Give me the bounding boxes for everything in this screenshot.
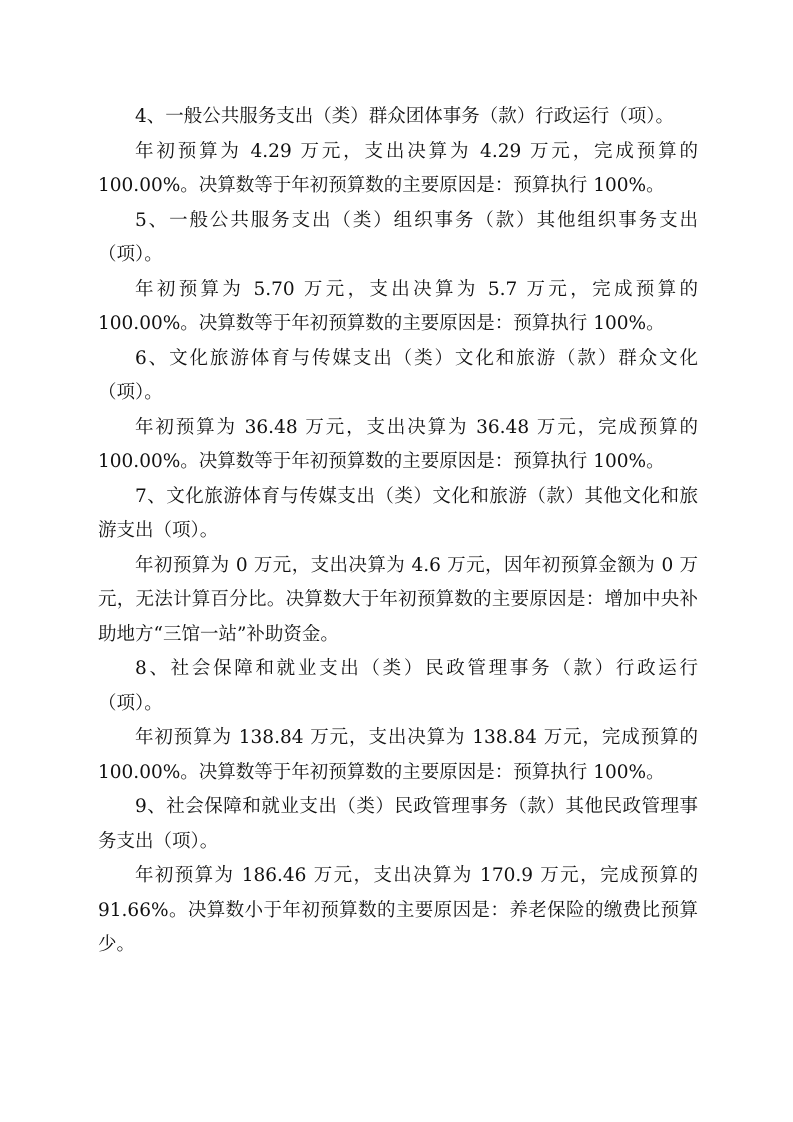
item-7-budget-line-2: 元，无法计算百分比。决算数大于年初预算数的主要原因是：增加中央补 (98, 589, 698, 610)
item-9-heading-line-1: 9、社会保障和就业支出（类）民政管理事务（款）其他民政管理事 (135, 796, 698, 817)
item-9-budget-line-3: 少。 (98, 934, 136, 955)
item-6-heading-line-1: 6、文化旅游体育与传媒支出（类）文化和旅游（款）群众文化 (135, 347, 698, 369)
item-6-budget-line-1: 年初预算为 36.48 万元，支出决算为 36.48 万元，完成预算的 (135, 416, 698, 438)
item-8-budget-line-1: 年初预算为 138.84 万元，支出决算为 138.84 万元，完成预算的 (135, 727, 698, 748)
item-7-heading-line-2: 游支出（项）。 (98, 520, 219, 541)
item-8-heading-line-2: （项）。 (98, 692, 163, 714)
document-body (98, 100, 698, 963)
item-6-budget-line-2: 100.00%。决算数等于年初预算数的主要原因是：预算执行 100%。 (98, 451, 665, 472)
item-5-budget-line-2: 100.00%。决算数等于年初预算数的主要原因是：预算执行 100%。 (98, 313, 665, 334)
item-9-heading-line-2: 务支出（项）。 (98, 830, 219, 852)
item-5-budget-line-1: 年初预算为 5.70 万元，支出决算为 5.7 万元，完成预算的 (135, 278, 698, 300)
item-7-budget-line-1: 年初预算为 0 万元，支出决算为 4.6 万元，因年初预算金额为 0 万 (135, 554, 698, 576)
item-9-budget-line-2: 91.66%。决算数小于年初预算数的主要原因是：养老保险的缴费比预算 (98, 899, 698, 921)
item-5-heading-line-1: 5、一般公共服务支出（类）组织事务（款）其他组织事务支出 (135, 209, 698, 231)
item-4-budget-line-2: 100.00%。决算数等于年初预算数的主要原因是：预算执行 100%。 (98, 175, 665, 196)
item-7-heading-line-1: 7、文化旅游体育与传媒支出（类）文化和旅游（款）其他文化和旅 (135, 485, 698, 507)
item-4-budget-line-1: 年初预算为 4.29 万元，支出决算为 4.29 万元，完成预算的 (135, 140, 698, 162)
item-9-budget-line-1: 年初预算为 186.46 万元，支出决算为 170.9 万元，完成预算的 (135, 865, 698, 886)
item-7-budget-line-3: 助地方“三馆一站”补助资金。 (98, 623, 339, 645)
item-5-heading-line-2: （项）。 (98, 244, 163, 265)
item-4-heading: 4、一般公共服务支出（类）群众团体事务（款）行政运行（项）。 (135, 106, 675, 127)
item-8-heading-line-1: 8、社会保障和就业支出（类）民政管理事务（款）行政运行 (135, 658, 698, 679)
item-6-heading-line-2: （项）。 (98, 382, 163, 403)
item-8-budget-line-2: 100.00%。决算数等于年初预算数的主要原因是：预算执行 100%。 (98, 761, 665, 783)
